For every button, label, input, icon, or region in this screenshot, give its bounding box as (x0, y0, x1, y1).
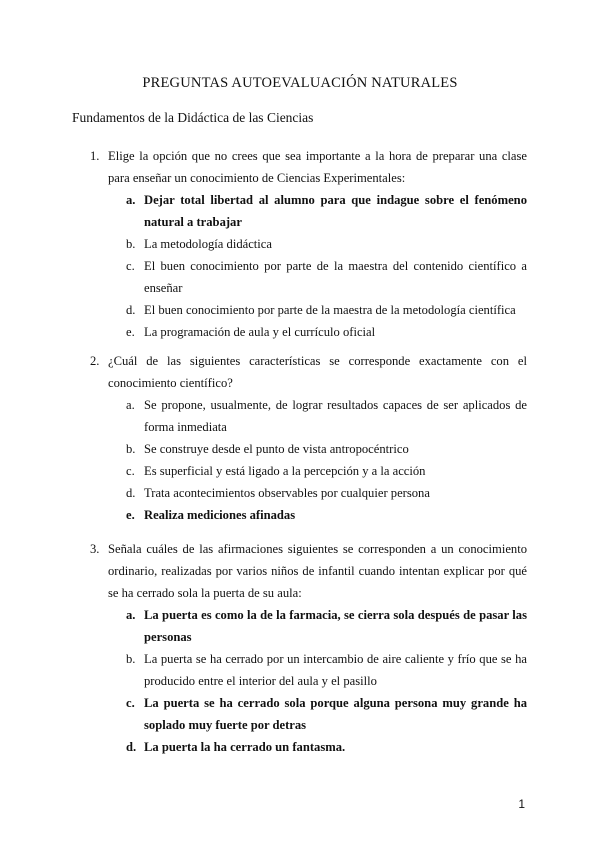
options-list (72, 189, 527, 343)
options-list (72, 394, 527, 526)
option-c: c. Es superficial y está ligado a la percepción y a la acción (126, 464, 426, 478)
option-a: a. Dejar total libertad al alumno para que indague sobre el fenómeno natural a trabajar (126, 193, 527, 229)
question-number: 3. (90, 542, 100, 556)
option-c: c. El buen conocimiento por parte de la maestra del contenido científico a enseñar (126, 259, 527, 295)
option-a: a. La puerta es como la de la farmacia, se cierra sola después de pasar las personas (126, 608, 527, 644)
question-2 (72, 350, 527, 526)
question-number: 2. (90, 354, 100, 368)
option-e: e. Realiza mediciones afinadas (126, 508, 296, 522)
question-text: ¿Cuál de las siguientes características se corresponde exactamente con el conocimiento científico? (108, 354, 527, 390)
question-number: 1. (90, 149, 100, 163)
question-text: Señala cuáles de las afirmaciones siguientes se corresponden a un conocimiento ordinario, realizadas por varios niños de infantil cuando intentan explicar por qué se ha cerrado sola la puerta de su aula: (108, 542, 527, 600)
option-c: c. La puerta se ha cerrado sola porque alguna persona muy grande ha soplado muy fuerte por detras (126, 696, 527, 732)
page-number: 1 (518, 797, 525, 811)
option-b: b. Se construye desde el punto de vista antropocéntrico (126, 442, 409, 456)
option-b: b. La puerta se ha cerrado por un intercambio de aire caliente y frío que se ha producido entre el interior del aula y el pasillo (126, 652, 527, 688)
question-text: Elige la opción que no crees que sea importante a la hora de preparar una clase para enseñar un conocimiento de Ciencias Experimentales: (108, 149, 527, 185)
options-list (72, 604, 527, 758)
option-d: d. El buen conocimiento por parte de la maestra de la metodología científica (126, 303, 516, 317)
option-b: b. La metodología didáctica (126, 237, 272, 251)
question-3 (72, 538, 527, 758)
option-d: d. Trata acontecimientos observables por cualquier persona (126, 486, 430, 500)
option-a: a. Se propone, usualmente, de lograr resultados capaces de ser aplicados de forma inmediata (126, 398, 527, 434)
option-d: d. La puerta la ha cerrado un fantasma. (126, 740, 346, 754)
option-e: e. La programación de aula y el currículo oficial (126, 325, 376, 339)
page-title: PREGUNTAS AUTOEVALUACIÓN NATURALES (142, 75, 458, 91)
page-subtitle: Fundamentos de la Didáctica de las Ciencias (72, 110, 314, 125)
question-1 (72, 145, 527, 343)
